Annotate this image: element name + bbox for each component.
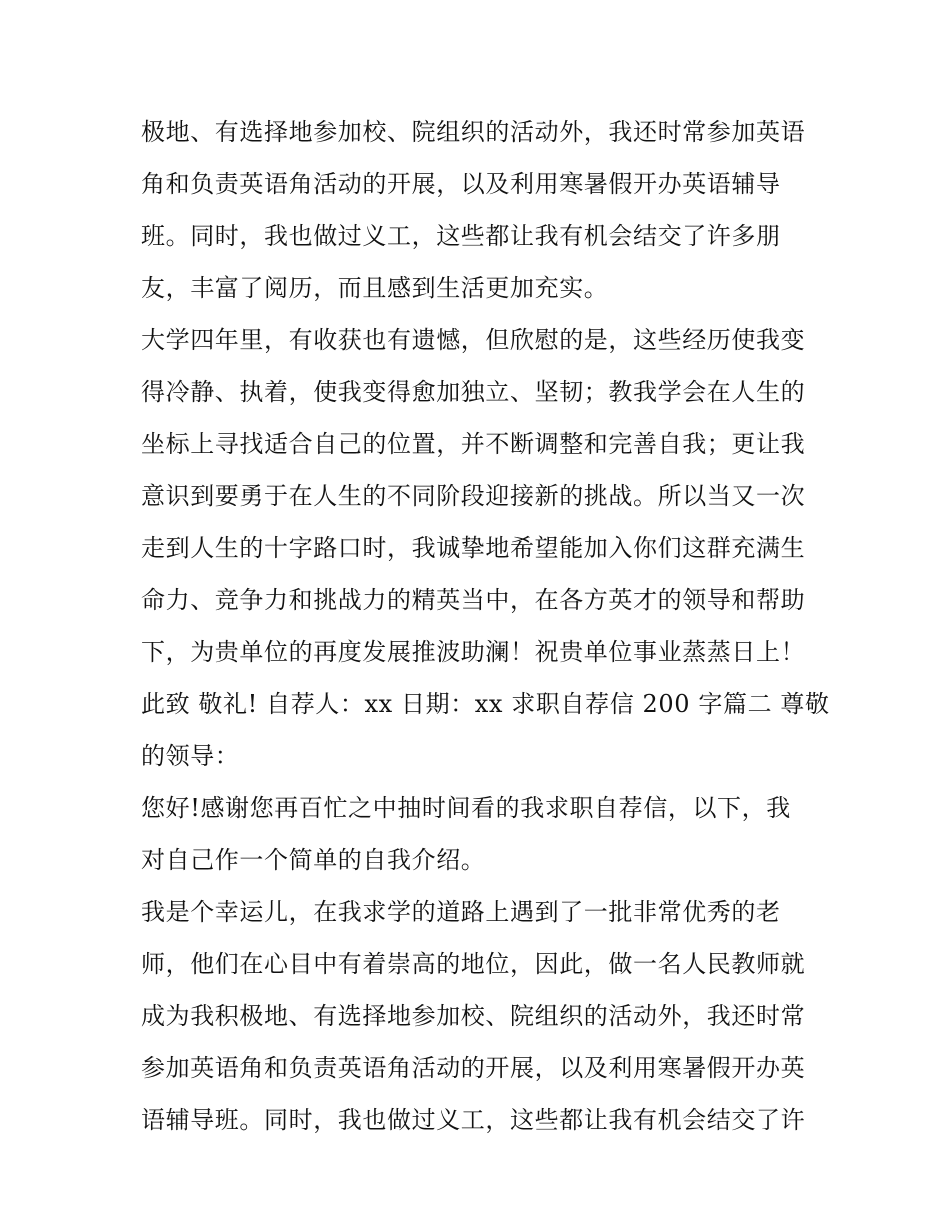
text-line: 得冷静、执着，使我变得愈加独立、坚韧；教我学会在人生的 (141, 378, 806, 406)
text-line: 对自己作一个简单的自我介绍。 (141, 846, 486, 874)
text-line: 参加英语角和负责英语角活动的开展，以及利用寒暑假开办英 (141, 1054, 806, 1082)
text-line: 命力、竞争力和挑战力的精英当中，在各方英才的领导和帮助 (141, 586, 806, 614)
text-line: 班。同时，我也做过义工，这些都让我有机会结交了许多朋 (141, 222, 781, 250)
text-line: 此致 敬礼! 自荐人：xx 日期：xx 求职自荐信 200 字篇二 尊敬 (141, 690, 830, 718)
text-line: 大学四年里，有收获也有遗憾，但欣慰的是，这些经历使我变 (141, 326, 806, 354)
text-line: 走到人生的十字路口时，我诚挚地希望能加入你们这群充满生 (141, 534, 806, 562)
text-line: 语辅导班。同时，我也做过义工，这些都让我有机会结交了许 (141, 1106, 806, 1134)
text-line: 意识到要勇于在人生的不同阶段迎接新的挑战。所以当又一次 (141, 482, 806, 510)
text-line: 您好!感谢您再百忙之中抽时间看的我求职自荐信，以下，我 (141, 794, 791, 822)
text-line: 友，丰富了阅历，而且感到生活更加充实。 (141, 274, 609, 302)
text-line: 角和负责英语角活动的开展，以及利用寒暑假开办英语辅导 (141, 170, 781, 198)
text-line: 的领导： (141, 742, 240, 770)
text-line: 师，他们在心目中有着崇高的地位，因此，做一名人民教师就 (141, 950, 806, 978)
text-line: 下，为贵单位的再度发展推波助澜！祝贵单位事业蒸蒸日上！ (141, 638, 806, 666)
text-line: 我是个幸运儿，在我求学的道路上遇到了一批非常优秀的老 (141, 898, 781, 926)
document-body (141, 106, 830, 1146)
text-line: 极地、有选择地参加校、院组织的活动外，我还时常参加英语 (141, 118, 806, 146)
text-line: 成为我积极地、有选择地参加校、院组织的活动外，我还时常 (141, 1002, 806, 1030)
text-line: 坐标上寻找适合自己的位置，并不断调整和完善自我；更让我 (141, 430, 806, 458)
